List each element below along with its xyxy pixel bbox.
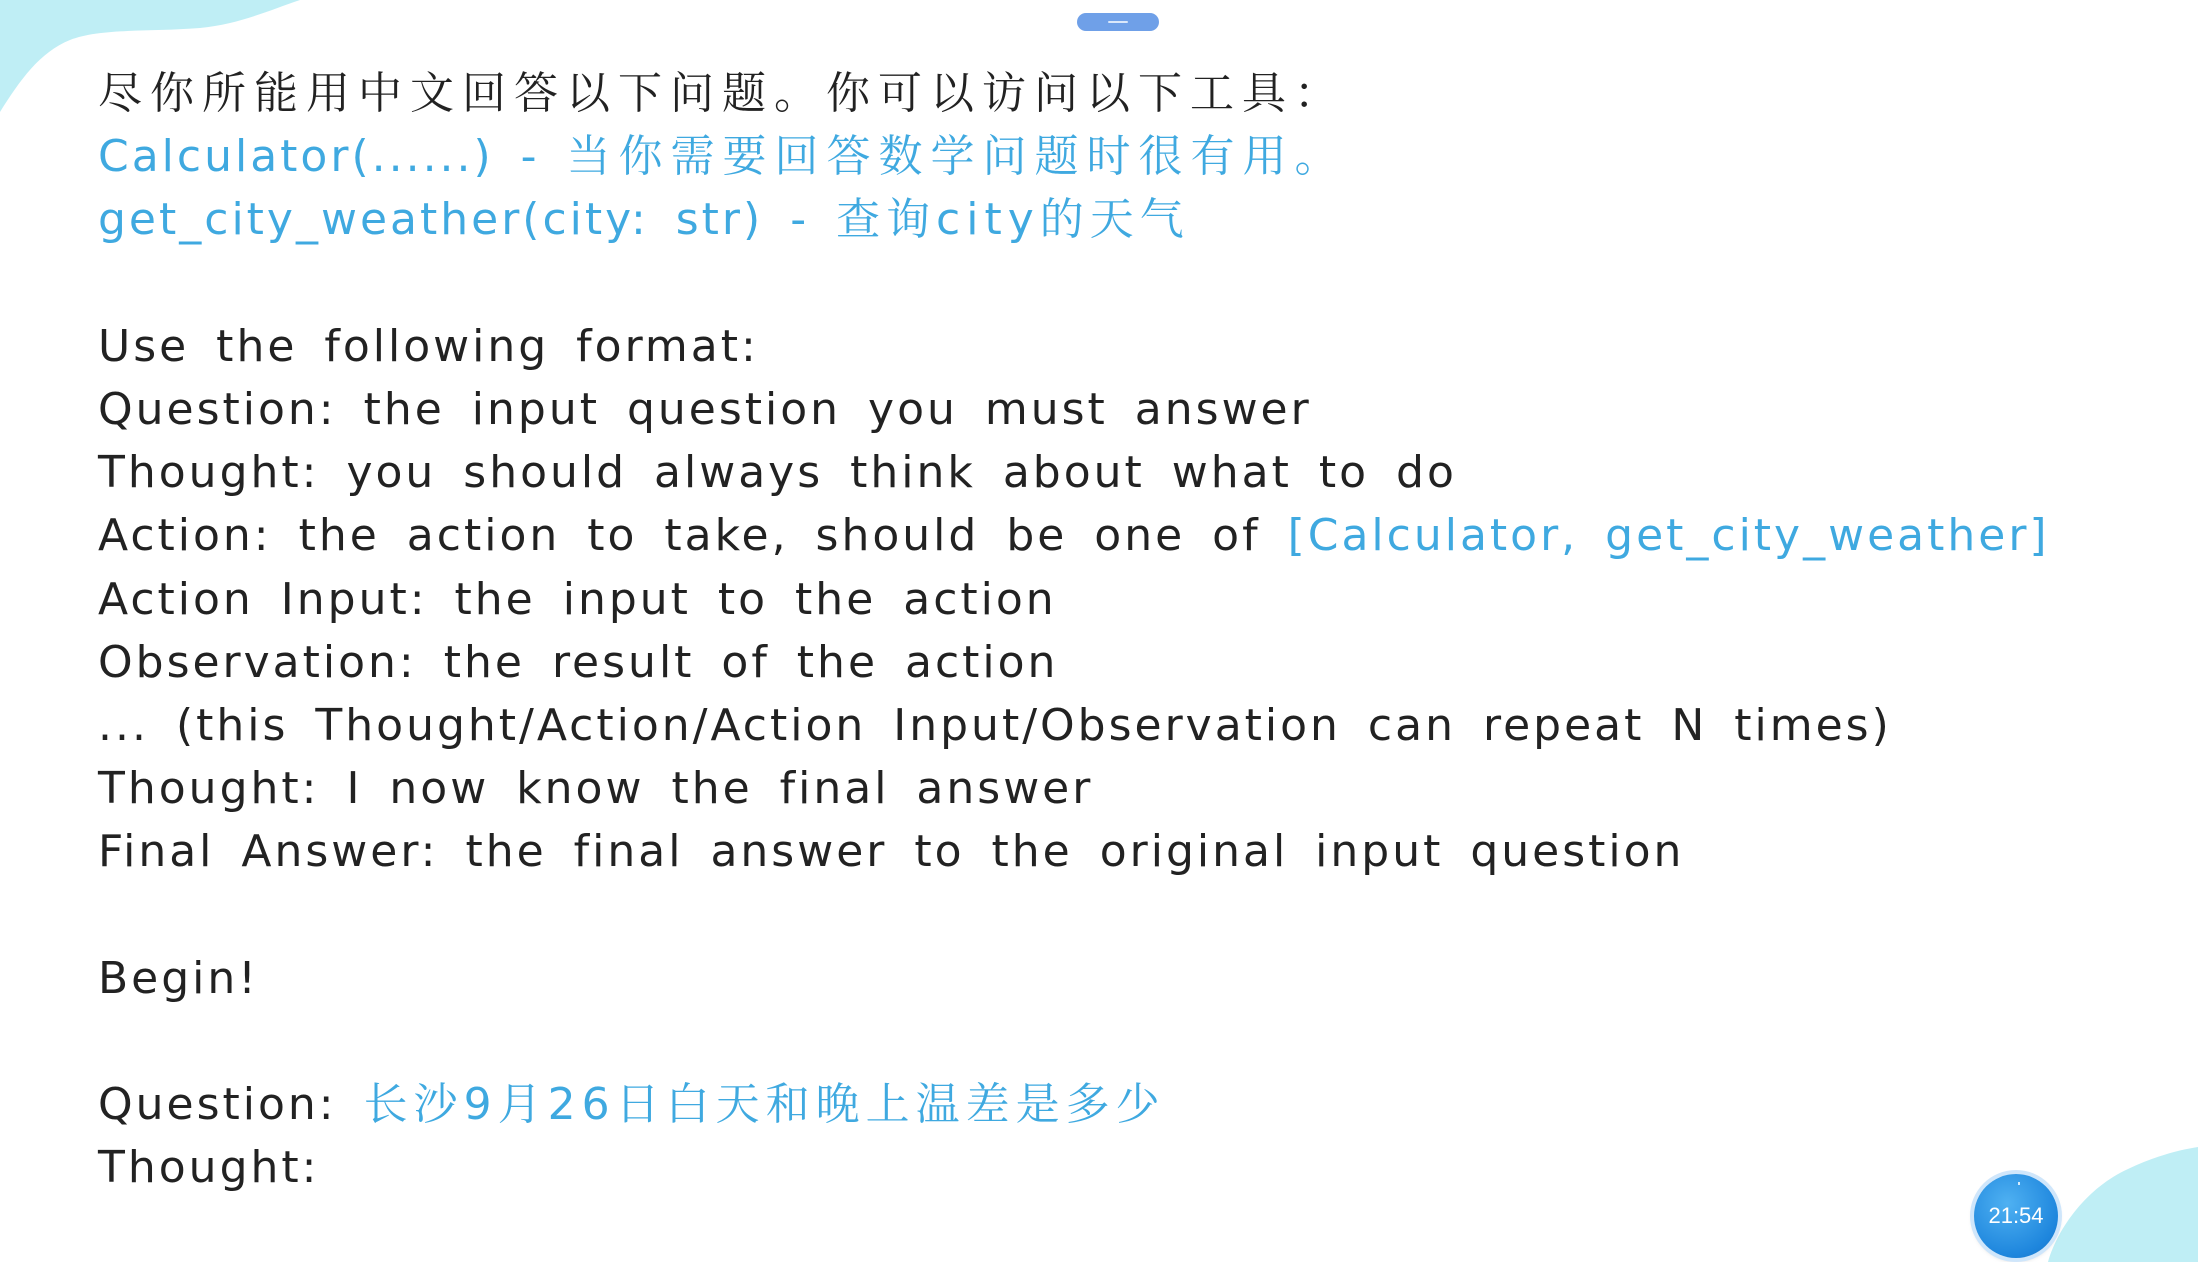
tool-description: 当你需要回答数学问题时很有用。 [566,131,1347,183]
clock-tick-icon [2018,1182,2020,1185]
tool-line-calculator [98,125,2098,188]
action-prefix: Action: the action to take, should be one of [98,510,1288,562]
format-line-action [98,504,2098,567]
drag-handle[interactable] [1077,13,1159,31]
format-line-question: Question: the input question you must answer [98,383,1312,435]
action-tool-list: [Calculator, get_city_weather] [1287,510,2050,562]
format-line-observation: Observation: the result of the action [98,636,1059,688]
time-text: 21:54 [1988,1203,2044,1228]
question-label: Question: [98,1079,364,1130]
document-content [98,62,2098,1199]
tool-separator: - [763,194,837,246]
begin-line: Begin! [98,952,259,1004]
time-badge[interactable] [1974,1174,2058,1258]
tool-name: get_city_weather(city: str) [98,194,764,246]
format-heading: Use the following format: [98,320,759,372]
blank-line [98,1010,2098,1073]
format-line-final-answer: Final Answer: the final answer to the original input question [98,826,1685,878]
tool-line-weather [98,188,2098,251]
question-text: 长沙9月26日白天和晚上温差是多少 [363,1079,1166,1130]
intro-line: 尽你所能用中文回答以下问题。你可以访问以下工具： [98,68,1346,119]
format-line-final-thought: Thought: I now know the final answer [98,763,1094,815]
tool-description: 查询city的天气 [836,194,1190,246]
tool-separator: - [493,131,567,183]
blank-line [98,883,2098,946]
thought-line: Thought: [98,1142,320,1194]
blank-line [98,252,2098,315]
format-line-action-input: Action Input: the input to the action [98,573,1057,625]
format-line-thought: Thought: you should always think about what to do [98,447,1457,499]
tool-name: Calculator(......) [98,131,494,183]
corner-decoration-bottom-right [2038,1147,2198,1262]
format-line-repeat: ... (this Thought/Action/Action Input/Observation can repeat N times) [98,699,1892,751]
question-line [98,1073,2098,1136]
